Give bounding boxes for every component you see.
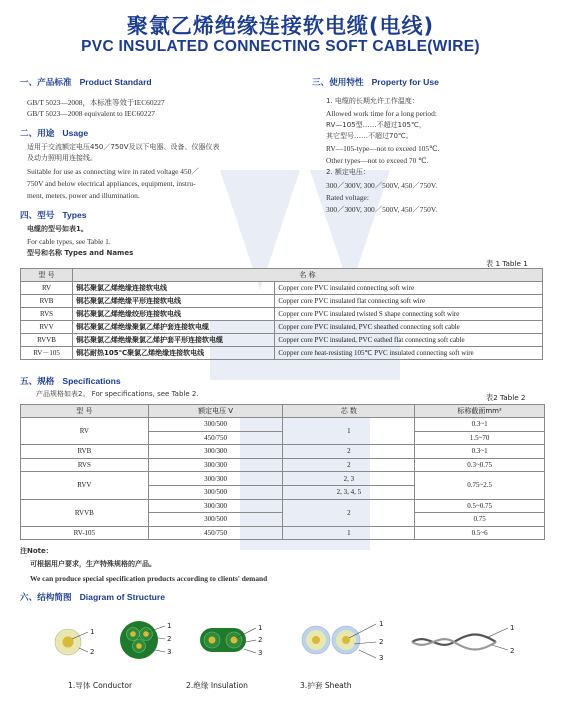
product-standard-heading-en: Product Standard: [79, 77, 152, 87]
property-line-9: Rated voltage:: [326, 193, 369, 202]
diagram-label-3: 3: [379, 654, 384, 662]
property-line-7: 2. 额定电压：: [326, 168, 370, 176]
table-cell: 450/750: [148, 431, 283, 445]
types-table: [20, 268, 543, 360]
table-cell: Copper core PVC insulated, PVC sheathed connecting soft cable: [275, 321, 543, 334]
usage-line-1: 适用于交流额定电压450／750V及以下电器、设备、仪器仪表: [27, 143, 220, 151]
diagram-label-1: 1: [167, 622, 172, 630]
twisted-pair-diagram: [408, 618, 528, 663]
property-heading-cn: 三、使用特性: [312, 78, 364, 88]
diagram-label-1: 1: [379, 620, 384, 628]
table-cell: RVVB: [21, 334, 73, 347]
table-cell: Copper core PVC insulated flat connecting soft wire: [275, 295, 543, 308]
table-row: [21, 499, 545, 513]
property-line-6: Other types—not to exceed 70 ℃.: [326, 156, 429, 165]
table-cell: 2: [283, 445, 415, 459]
table-cell: RV-105: [21, 526, 149, 540]
diagram-label-2: 2: [90, 648, 95, 656]
table-cell: 1: [283, 418, 415, 445]
property-line-5: RV—105-type—not to exceed 105℃.: [326, 144, 440, 153]
structure-heading: [20, 591, 165, 603]
diagram-label-3: 3: [258, 649, 263, 657]
diagram-label-2: 2: [510, 647, 515, 655]
diagram-label-3: 3: [167, 648, 172, 656]
table-cell: 2, 3: [283, 472, 415, 486]
table-cell: 300/300: [148, 499, 283, 513]
table-cell: 2, 3, 4, 5: [283, 485, 415, 499]
specifications-heading-cn: 五、规格: [20, 377, 55, 387]
note-label: 注Note：: [20, 547, 53, 555]
product-standard-line-en: GB/T 5023—2008 equivalent to IEC60227: [27, 109, 155, 118]
table-cell: RVS: [21, 308, 73, 321]
conductor-core: [63, 637, 74, 648]
table-cell: 铜芯聚氯乙烯绝缘聚氯乙烯护套连接软电缆: [73, 321, 275, 334]
usage-line-3: Suitable for use as connecting wire in rated voltage 450／: [27, 167, 199, 176]
product-standard-heading: [20, 76, 152, 88]
single-core-diagram: [50, 620, 110, 665]
table-cell: 300/500: [148, 513, 283, 527]
table-row: [21, 458, 545, 472]
product-standard-line-cn: GB/T 5023—2008，本标准等效于IEC60227: [27, 98, 165, 107]
table-cell: 0.3~0.75: [415, 458, 545, 472]
property-line-10: 300／300V, 300／500V, 450／750V.: [326, 205, 438, 214]
table-cell: 0.5~0.75: [415, 499, 545, 513]
page-title-cn: 聚氯乙烯绝缘连接软电缆(电线): [126, 14, 435, 38]
table-cell: 300/300: [148, 445, 283, 459]
table-row: [21, 526, 545, 540]
table-cell: RV－105: [21, 347, 73, 360]
usage-line-5: ment, meters, power and illumination.: [27, 191, 140, 200]
usage-line-2: 及动力照明用连接线。: [27, 154, 97, 162]
table-row: [21, 418, 545, 432]
table-cell: RVV: [21, 321, 73, 334]
table-cell: 铜芯耐热105℃聚氯乙烯绝缘连接软电线: [73, 347, 275, 360]
product-standard-heading-cn: 一、产品标准: [20, 78, 72, 88]
table-cell: Copper core heat-resisting 105℃ PVC insulated connecting soft wire: [275, 347, 543, 360]
usage-heading-cn: 二、用途: [20, 129, 55, 139]
diagram-label-2: 2: [167, 635, 172, 643]
table-cell: 0.75~2.5: [415, 472, 545, 499]
specifications-heading-en: Specifications: [62, 376, 121, 386]
table2-caption: 表2 Table 2: [486, 393, 526, 402]
table-cell: 300/300: [148, 472, 283, 486]
diagram-label-2: 2: [379, 638, 384, 646]
table-header-row: [21, 269, 543, 282]
table-cell: 1.5~70: [415, 431, 545, 445]
note-en: We can produce special specification products according to clients' demand: [30, 574, 268, 583]
table-cell: 2: [283, 458, 415, 472]
table-cell: Copper core PVC insulated twisted S shape connecting soft wire: [275, 308, 543, 321]
table-header-row: [21, 405, 545, 418]
property-line-8: 300／300V, 300／500V, 450／750V.: [326, 181, 438, 190]
table-cell: RVV: [21, 472, 149, 499]
table-cell: RVS: [21, 458, 149, 472]
table-cell: RV: [21, 418, 149, 445]
property-heading: [312, 76, 439, 88]
specifications-heading: [20, 375, 121, 387]
table-row: [21, 308, 543, 321]
conductor-core: [143, 631, 149, 637]
twisted-wire-a: [412, 635, 496, 645]
property-line-2: Allowed work time for a long period:: [326, 109, 437, 118]
caption-sheath: 3.护套 Sheath: [300, 681, 352, 690]
table-cell: RV: [21, 282, 73, 295]
table-row: [21, 295, 543, 308]
table-cell: 0.75: [415, 513, 545, 527]
table-row: [21, 321, 543, 334]
table-cell: 450/750: [148, 526, 283, 540]
table-cell: 0.5~6: [415, 526, 545, 540]
specifications-table: [20, 404, 545, 540]
property-heading-en: Property for Use: [371, 77, 439, 87]
table-cell: RVB: [21, 295, 73, 308]
conductor-core: [342, 636, 350, 644]
structure-heading-en: Diagram of Structure: [79, 592, 166, 602]
table-cell: 300/500: [148, 485, 283, 499]
table-cell: Copper core PVC insulated, PVC eathed flat connecting soft cable: [275, 334, 543, 347]
table-header-cell: 型 号: [21, 405, 149, 418]
conductor-core: [130, 631, 136, 637]
twin-core-diagram: [296, 614, 396, 664]
table-cell: 2: [283, 499, 415, 526]
table-row: [21, 347, 543, 360]
table-row: [21, 334, 543, 347]
table-row: [21, 472, 545, 486]
specifications-intro: 产品规格如表2。 For specifications, see Table 2.: [36, 390, 199, 398]
types-heading-en: Types: [62, 210, 87, 220]
table-cell: 铜芯聚氯乙烯绝缘平形连接软电线: [73, 295, 275, 308]
structure-heading-cn: 六、结构简图: [20, 593, 72, 603]
flat-twin-diagram: [196, 618, 276, 663]
types-line-2: For cable types, see Table 1.: [27, 237, 111, 246]
conductor-core: [209, 637, 216, 644]
table-cell: 0.3~1: [415, 418, 545, 432]
diagram-label-1: 1: [258, 624, 263, 632]
types-heading: [20, 209, 87, 221]
conductor-core: [312, 636, 320, 644]
note-cn: 可根据用户要求，生产特殊规格的产品。: [30, 560, 156, 568]
table-cell: 300/500: [148, 418, 283, 432]
table-row: [21, 282, 543, 295]
table-header-cell: 名 称: [73, 269, 543, 282]
table-header-cell: 型 号: [21, 269, 73, 282]
table-cell: 300/300: [148, 458, 283, 472]
page-title-en: PVC INSULATED CONNECTING SOFT CABLE(WIRE): [81, 38, 480, 55]
table-row: [21, 445, 545, 459]
table-cell: Copper core PVC insulated connecting soft wire: [275, 282, 543, 295]
diagram-label-2: 2: [258, 636, 263, 644]
table-cell: 1: [283, 526, 415, 540]
table-cell: 0.3~1: [415, 445, 545, 459]
table-cell: 铜芯聚氯乙烯绝缘聚氯乙烯护套平形连接软电缆: [73, 334, 275, 347]
caption-insulation: 2.绝缘 Insulation: [186, 681, 248, 690]
table-cell: 铜芯聚氯乙烯绝缘绞形连接软电线: [73, 308, 275, 321]
diagram-label-1: 1: [510, 624, 515, 632]
usage-line-4: 750V and below electrical appliances, equipment, instru-: [27, 179, 196, 188]
twisted-wire-b: [412, 639, 496, 649]
types-line-1: 电缆的型号如表1。: [27, 225, 88, 233]
table1-caption: 表 1 Table 1: [486, 259, 528, 268]
usage-heading-en: Usage: [62, 128, 89, 138]
conductor-core: [136, 643, 142, 649]
types-heading-cn: 四、型号: [20, 211, 55, 221]
property-line-1: 1. 电缆的长期允许工作温度：: [326, 97, 419, 105]
property-line-3: RV—105型……不超过105℃，: [326, 121, 426, 129]
usage-heading: [20, 127, 88, 139]
diagram-label-1: 1: [90, 628, 95, 636]
table-cell: RVB: [21, 445, 149, 459]
property-line-4: 其它型号……不超过70℃。: [326, 132, 413, 140]
three-core-diagram: [117, 614, 187, 664]
caption-conductor: 1.导体 Conductor: [68, 681, 133, 690]
table-cell: 铜芯聚氯乙烯绝缘连接软电线: [73, 282, 275, 295]
table-header-cell: 标称截面mm²: [415, 405, 545, 418]
types-line-3: 型号和名称 Types and Names: [27, 249, 134, 257]
table-header-cell: 额定电压 V: [148, 405, 283, 418]
table-cell: RVVB: [21, 499, 149, 526]
table-header-cell: 芯 数: [283, 405, 415, 418]
